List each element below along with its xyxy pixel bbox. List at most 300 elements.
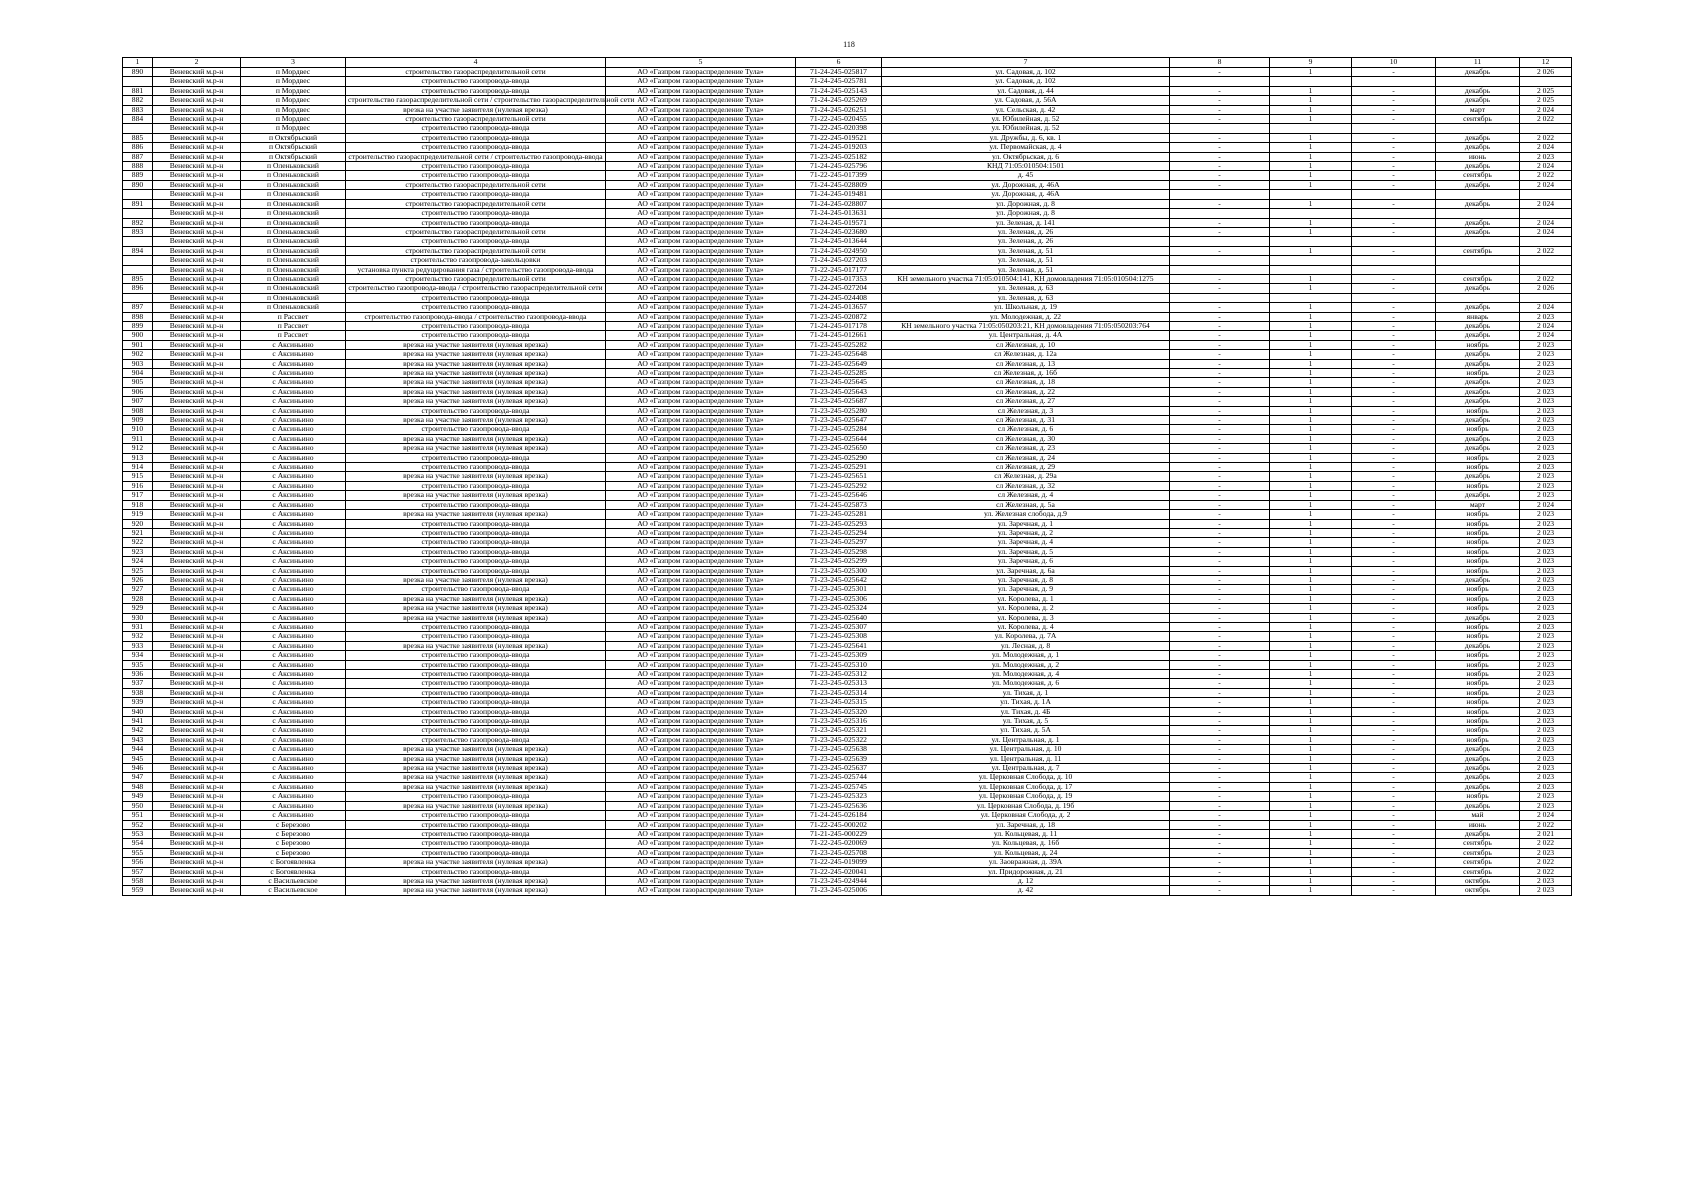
year-cell: 2 023	[1520, 707, 1572, 716]
month-cell: декабрь	[1436, 359, 1520, 368]
work-type-cell: врезка на участке заявителя (нулевая врезка)	[346, 510, 606, 519]
settlement-cell: с Аксиньино	[241, 481, 346, 490]
row-number-cell: 912	[123, 444, 153, 453]
row-number-cell: 881	[123, 86, 153, 95]
page-number: 118	[843, 40, 855, 49]
settlement-cell: с Аксиньино	[241, 575, 346, 584]
table-row	[123, 839, 1572, 848]
year-cell: 2 023	[1520, 359, 1572, 368]
col10-cell: -	[1352, 792, 1436, 801]
table-row	[123, 77, 1572, 86]
work-type-cell: строительство газопровода-ввода	[346, 406, 606, 415]
col8-cell: -	[1170, 133, 1270, 142]
settlement-cell: с Аксиньино	[241, 359, 346, 368]
settlement-cell: п Оленьковский	[241, 265, 346, 274]
col8-cell: -	[1170, 453, 1270, 462]
col8-cell: -	[1170, 387, 1270, 396]
application-number-cell: 71-23-245-025647	[796, 416, 882, 425]
district-cell: Веневский м.р-н	[153, 754, 241, 763]
year-cell: 2 023	[1520, 604, 1572, 613]
application-number-cell: 71-24-245-027204	[796, 284, 882, 293]
application-number-cell: 71-22-245-019521	[796, 133, 882, 142]
organization-cell: АО «Газпром газораспределение Тула»	[606, 547, 796, 556]
work-type-cell: строительство газопровода-ввода	[346, 143, 606, 152]
col10-cell: -	[1352, 594, 1436, 603]
count-cell: 1	[1270, 453, 1352, 462]
settlement-cell: п Оленьковский	[241, 227, 346, 236]
address-cell: сл Железная, д. 30	[882, 434, 1170, 443]
row-number-cell: 888	[123, 162, 153, 171]
year-cell: 2 023	[1520, 886, 1572, 895]
col8-cell: -	[1170, 246, 1270, 255]
district-cell: Веневский м.р-н	[153, 848, 241, 857]
col10-cell: -	[1352, 105, 1436, 114]
address-cell: ул. Юбилейная, д. 52	[882, 124, 1170, 133]
year-cell: 2 022	[1520, 115, 1572, 124]
application-number-cell: 71-24-245-017178	[796, 321, 882, 330]
district-cell: Веневский м.р-н	[153, 321, 241, 330]
month-cell: сентябрь	[1436, 839, 1520, 848]
month-cell: сентябрь	[1436, 848, 1520, 857]
col10-cell: -	[1352, 829, 1436, 838]
organization-cell: АО «Газпром газораспределение Тула»	[606, 68, 796, 77]
work-type-cell: врезка на участке заявителя (нулевая врезка)	[346, 876, 606, 885]
month-cell: ноябрь	[1436, 425, 1520, 434]
work-type-cell: строительство газопровода-ввода	[346, 698, 606, 707]
year-cell: 2 023	[1520, 632, 1572, 641]
count-cell: 1	[1270, 566, 1352, 575]
organization-cell: АО «Газпром газораспределение Тула»	[606, 688, 796, 697]
address-cell: ул. Тихая, д. 1А	[882, 698, 1170, 707]
table-row	[123, 303, 1572, 312]
settlement-cell: п Оленьковский	[241, 180, 346, 189]
settlement-cell: с Аксиньино	[241, 434, 346, 443]
col10-cell: -	[1352, 707, 1436, 716]
district-cell: Веневский м.р-н	[153, 162, 241, 171]
district-cell: Веневский м.р-н	[153, 190, 241, 199]
month-cell: декабрь	[1436, 96, 1520, 105]
month-cell: сентябрь	[1436, 867, 1520, 876]
month-cell: ноябрь	[1436, 698, 1520, 707]
row-number-cell: 913	[123, 453, 153, 462]
count-cell: 1	[1270, 792, 1352, 801]
month-cell: декабрь	[1436, 754, 1520, 763]
work-type-cell: строительство газораспределительной сети	[346, 274, 606, 283]
col10-cell: -	[1352, 886, 1436, 895]
row-number-cell: 933	[123, 641, 153, 650]
settlement-cell: п Оленьковский	[241, 246, 346, 255]
month-cell: сентябрь	[1436, 858, 1520, 867]
address-cell: сл Железная, д. 31	[882, 416, 1170, 425]
col8-cell	[1170, 209, 1270, 218]
application-number-cell: 71-24-245-013631	[796, 209, 882, 218]
work-type-cell: строительство газопровода-ввода	[346, 820, 606, 829]
count-cell: 1	[1270, 463, 1352, 472]
month-cell: декабрь	[1436, 641, 1520, 650]
application-number-cell: 71-23-245-025284	[796, 425, 882, 434]
row-number-cell: 892	[123, 218, 153, 227]
district-cell: Веневский м.р-н	[153, 632, 241, 641]
work-type-cell: врезка на участке заявителя (нулевая врезка)	[346, 858, 606, 867]
address-cell: ул. Королева, д. 3	[882, 613, 1170, 622]
address-cell: ул. Дружбы, д. 6, кв. 1	[882, 133, 1170, 142]
district-cell: Веневский м.р-н	[153, 707, 241, 716]
work-type-cell: строительство газопровода-ввода	[346, 519, 606, 528]
work-type-cell: строительство газопровода-ввода	[346, 162, 606, 171]
district-cell: Веневский м.р-н	[153, 622, 241, 631]
col10-cell: -	[1352, 481, 1436, 490]
row-number-cell: 941	[123, 717, 153, 726]
row-number-cell: 957	[123, 867, 153, 876]
col10-cell	[1352, 237, 1436, 246]
year-cell: 2 024	[1520, 303, 1572, 312]
work-type-cell: строительство газораспределительной сети	[346, 199, 606, 208]
year-cell: 2 024	[1520, 180, 1572, 189]
work-type-cell: врезка на участке заявителя (нулевая врезка)	[346, 369, 606, 378]
month-cell: март	[1436, 105, 1520, 114]
address-cell: сл Железная, д. 18	[882, 378, 1170, 387]
application-number-cell: 71-23-245-025650	[796, 444, 882, 453]
month-cell: ноябрь	[1436, 707, 1520, 716]
settlement-cell: п Оленьковский	[241, 237, 346, 246]
district-cell: Веневский м.р-н	[153, 425, 241, 434]
col10-cell: -	[1352, 152, 1436, 161]
address-cell: ул. Центральная, д. 4А	[882, 331, 1170, 340]
col8-cell: -	[1170, 303, 1270, 312]
month-cell	[1436, 256, 1520, 265]
count-cell: 1	[1270, 679, 1352, 688]
district-cell: Веневский м.р-н	[153, 199, 241, 208]
application-number-cell: 71-23-245-020872	[796, 312, 882, 321]
row-number-cell: 943	[123, 735, 153, 744]
col8-cell: -	[1170, 867, 1270, 876]
row-number-cell: 900	[123, 331, 153, 340]
col10-cell	[1352, 77, 1436, 86]
col8-cell: -	[1170, 811, 1270, 820]
year-cell: 2 023	[1520, 340, 1572, 349]
settlement-cell: с Аксиньино	[241, 613, 346, 622]
work-type-cell: врезка на участке заявителя (нулевая врезка)	[346, 886, 606, 895]
col8-cell: -	[1170, 105, 1270, 114]
col8-cell: -	[1170, 180, 1270, 189]
table-row	[123, 143, 1572, 152]
year-cell: 2 023	[1520, 613, 1572, 622]
month-cell: ноябрь	[1436, 557, 1520, 566]
col8-cell: -	[1170, 143, 1270, 152]
address-cell: ул. Заречная, д. 1	[882, 519, 1170, 528]
organization-cell: АО «Газпром газораспределение Тула»	[606, 735, 796, 744]
col8-cell: -	[1170, 707, 1270, 716]
month-cell: ноябрь	[1436, 510, 1520, 519]
col8-cell: -	[1170, 688, 1270, 697]
col10-cell: -	[1352, 867, 1436, 876]
address-cell: д. 12	[882, 876, 1170, 885]
row-number-cell: 908	[123, 406, 153, 415]
organization-cell: АО «Газпром газораспределение Тула»	[606, 679, 796, 688]
row-number-cell: 924	[123, 557, 153, 566]
district-cell: Веневский м.р-н	[153, 717, 241, 726]
year-cell: 2 024	[1520, 162, 1572, 171]
col8-cell: -	[1170, 670, 1270, 679]
month-cell: ноябрь	[1436, 604, 1520, 613]
settlement-cell: с Аксиньино	[241, 444, 346, 453]
settlement-cell: с Аксиньино	[241, 688, 346, 697]
col10-cell	[1352, 124, 1436, 133]
count-cell: 1	[1270, 303, 1352, 312]
row-number-cell	[123, 124, 153, 133]
year-cell: 2 023	[1520, 519, 1572, 528]
application-number-cell: 71-24-245-019203	[796, 143, 882, 152]
district-cell: Веневский м.р-н	[153, 472, 241, 481]
organization-cell: АО «Газпром газораспределение Тула»	[606, 425, 796, 434]
col8-cell: -	[1170, 764, 1270, 773]
month-cell: ноябрь	[1436, 528, 1520, 537]
district-cell: Веневский м.р-н	[153, 651, 241, 660]
col8-cell: -	[1170, 199, 1270, 208]
application-number-cell: 71-23-245-025646	[796, 491, 882, 500]
address-cell: ул. Заречная, д. 6	[882, 557, 1170, 566]
col8-cell: -	[1170, 745, 1270, 754]
month-cell: декабрь	[1436, 613, 1520, 622]
month-cell: январь	[1436, 312, 1520, 321]
district-cell: Веневский м.р-н	[153, 246, 241, 255]
count-cell: 1	[1270, 858, 1352, 867]
year-cell: 2 023	[1520, 792, 1572, 801]
col8-cell: -	[1170, 660, 1270, 669]
district-cell: Веневский м.р-н	[153, 491, 241, 500]
district-cell: Веневский м.р-н	[153, 303, 241, 312]
table-row	[123, 679, 1572, 688]
count-cell: 1	[1270, 331, 1352, 340]
row-number-cell: 940	[123, 707, 153, 716]
col8-cell: -	[1170, 312, 1270, 321]
table-row	[123, 886, 1572, 895]
table-row	[123, 218, 1572, 227]
year-cell: 2 025	[1520, 86, 1572, 95]
col8-cell: -	[1170, 566, 1270, 575]
settlement-cell: п Оленьковский	[241, 209, 346, 218]
district-cell: Веневский м.р-н	[153, 698, 241, 707]
settlement-cell: с Аксиньино	[241, 735, 346, 744]
row-number-cell: 951	[123, 811, 153, 820]
col10-cell: -	[1352, 378, 1436, 387]
district-cell: Веневский м.р-н	[153, 660, 241, 669]
column-header: 7	[882, 58, 1170, 68]
work-type-cell: врезка на участке заявителя (нулевая врезка)	[346, 350, 606, 359]
organization-cell: АО «Газпром газораспределение Тула»	[606, 340, 796, 349]
address-cell: ул. Дорожная, д. 46А	[882, 180, 1170, 189]
work-type-cell: строительство газопровода-ввода	[346, 679, 606, 688]
row-number-cell: 921	[123, 528, 153, 537]
application-number-cell: 71-23-245-025280	[796, 406, 882, 415]
district-cell: Веневский м.р-н	[153, 557, 241, 566]
work-type-cell: строительство газопровода-ввода	[346, 829, 606, 838]
col10-cell: -	[1352, 547, 1436, 556]
col8-cell: -	[1170, 622, 1270, 631]
count-cell: 1	[1270, 397, 1352, 406]
settlement-cell: с Аксиньино	[241, 472, 346, 481]
work-type-cell: строительство газопровода-ввода	[346, 566, 606, 575]
organization-cell: АО «Газпром газораспределение Тула»	[606, 632, 796, 641]
count-cell: 1	[1270, 199, 1352, 208]
col8-cell: -	[1170, 726, 1270, 735]
year-cell: 2 023	[1520, 764, 1572, 773]
col8-cell: -	[1170, 858, 1270, 867]
col10-cell: -	[1352, 528, 1436, 537]
column-header: 3	[241, 58, 346, 68]
district-cell: Веневский м.р-н	[153, 331, 241, 340]
table-row	[123, 557, 1572, 566]
count-cell: 1	[1270, 867, 1352, 876]
row-number-cell	[123, 209, 153, 218]
col10-cell: -	[1352, 416, 1436, 425]
col10-cell: -	[1352, 369, 1436, 378]
settlement-cell: с Аксиньино	[241, 557, 346, 566]
count-cell: 1	[1270, 886, 1352, 895]
district-cell: Веневский м.р-н	[153, 312, 241, 321]
month-cell: ноябрь	[1436, 622, 1520, 631]
settlement-cell: с Аксиньино	[241, 463, 346, 472]
col8-cell: -	[1170, 594, 1270, 603]
count-cell: 1	[1270, 585, 1352, 594]
count-cell: 1	[1270, 162, 1352, 171]
organization-cell: АО «Газпром газораспределение Тула»	[606, 303, 796, 312]
year-cell: 2 025	[1520, 96, 1572, 105]
col10-cell: -	[1352, 510, 1436, 519]
month-cell: декабрь	[1436, 434, 1520, 443]
address-cell: КН земельного участка 71:05:010504:141, КН домовладения 71:05:010504:1275	[882, 274, 1170, 283]
col10-cell: -	[1352, 463, 1436, 472]
col8-cell: -	[1170, 717, 1270, 726]
col8-cell: -	[1170, 519, 1270, 528]
settlement-cell: п Оленьковский	[241, 256, 346, 265]
table-row	[123, 350, 1572, 359]
row-number-cell: 899	[123, 321, 153, 330]
address-cell: ул. Дорожная, д. 8	[882, 209, 1170, 218]
col8-cell: -	[1170, 754, 1270, 763]
table-row	[123, 651, 1572, 660]
district-cell: Веневский м.р-н	[153, 820, 241, 829]
settlement-cell: п Октябрьский	[241, 152, 346, 161]
address-cell: ул. Центральная, д. 10	[882, 745, 1170, 754]
address-cell: ул. Королева, д. 2	[882, 604, 1170, 613]
application-number-cell: 71-23-245-025006	[796, 886, 882, 895]
organization-cell: АО «Газпром газораспределение Тула»	[606, 585, 796, 594]
count-cell: 1	[1270, 425, 1352, 434]
col8-cell: -	[1170, 444, 1270, 453]
year-cell: 2 023	[1520, 754, 1572, 763]
row-number-cell: 946	[123, 764, 153, 773]
count-cell	[1270, 190, 1352, 199]
col10-cell: -	[1352, 726, 1436, 735]
organization-cell: АО «Газпром газораспределение Тула»	[606, 199, 796, 208]
count-cell	[1270, 77, 1352, 86]
month-cell: декабрь	[1436, 218, 1520, 227]
col10-cell: -	[1352, 227, 1436, 236]
organization-cell: АО «Газпром газораспределение Тула»	[606, 491, 796, 500]
count-cell: 1	[1270, 698, 1352, 707]
year-cell: 2 023	[1520, 491, 1572, 500]
district-cell: Веневский м.р-н	[153, 538, 241, 547]
col10-cell: -	[1352, 68, 1436, 77]
count-cell: 1	[1270, 350, 1352, 359]
work-type-cell: строительство газораспределительной сети	[346, 115, 606, 124]
col10-cell: -	[1352, 162, 1436, 171]
month-cell	[1436, 237, 1520, 246]
work-type-cell: строительство газопровода-ввода	[346, 867, 606, 876]
month-cell: октябрь	[1436, 886, 1520, 895]
year-cell: 2 024	[1520, 811, 1572, 820]
row-number-cell: 952	[123, 820, 153, 829]
month-cell: сентябрь	[1436, 115, 1520, 124]
table-row	[123, 858, 1572, 867]
col10-cell: -	[1352, 340, 1436, 349]
table-row	[123, 284, 1572, 293]
district-cell: Веневский м.р-н	[153, 350, 241, 359]
work-type-cell: строительство газопровода-ввода	[346, 726, 606, 735]
application-number-cell: 71-23-245-025639	[796, 754, 882, 763]
address-cell: ул. Дорожная, д. 46А	[882, 190, 1170, 199]
table-row	[123, 378, 1572, 387]
organization-cell: АО «Газпром газораспределение Тула»	[606, 416, 796, 425]
address-cell: ул. Зеленая, д. 51	[882, 265, 1170, 274]
count-cell: 1	[1270, 416, 1352, 425]
organization-cell: АО «Газпром газораспределение Тула»	[606, 218, 796, 227]
row-number-cell: 885	[123, 133, 153, 142]
organization-cell: АО «Газпром газораспределение Тула»	[606, 764, 796, 773]
count-cell: 1	[1270, 378, 1352, 387]
settlement-cell: п Оленьковский	[241, 303, 346, 312]
column-header: 2	[153, 58, 241, 68]
col10-cell: -	[1352, 688, 1436, 697]
organization-cell: АО «Газпром газораспределение Тула»	[606, 839, 796, 848]
organization-cell: АО «Газпром газораспределение Тула»	[606, 124, 796, 133]
month-cell: декабрь	[1436, 350, 1520, 359]
col10-cell: -	[1352, 585, 1436, 594]
row-number-cell: 937	[123, 679, 153, 688]
col10-cell: -	[1352, 651, 1436, 660]
month-cell: декабрь	[1436, 829, 1520, 838]
application-number-cell: 71-23-245-025708	[796, 848, 882, 857]
address-cell: ул. Тихая, д. 4Б	[882, 707, 1170, 716]
settlement-cell: с Аксиньино	[241, 510, 346, 519]
application-number-cell: 71-23-245-025291	[796, 463, 882, 472]
col10-cell: -	[1352, 566, 1436, 575]
col8-cell: -	[1170, 547, 1270, 556]
district-cell: Веневский м.р-н	[153, 133, 241, 142]
application-number-cell: 71-23-245-025315	[796, 698, 882, 707]
year-cell	[1520, 190, 1572, 199]
organization-cell: АО «Газпром газораспределение Тула»	[606, 227, 796, 236]
month-cell: ноябрь	[1436, 547, 1520, 556]
organization-cell: АО «Газпром газораспределение Тула»	[606, 829, 796, 838]
count-cell: 1	[1270, 773, 1352, 782]
district-cell: Веневский м.р-н	[153, 566, 241, 575]
organization-cell: АО «Газпром газораспределение Тула»	[606, 86, 796, 95]
organization-cell: АО «Газпром газораспределение Тула»	[606, 406, 796, 415]
table-row	[123, 256, 1572, 265]
application-number-cell: 71-23-245-025745	[796, 782, 882, 791]
col10-cell: -	[1352, 698, 1436, 707]
row-number-cell: 916	[123, 481, 153, 490]
table-row	[123, 96, 1572, 105]
work-type-cell: установка пункта редуцирования газа / строительство газопровода-ввода	[346, 265, 606, 274]
settlement-cell: п Оленьковский	[241, 274, 346, 283]
organization-cell: АО «Газпром газораспределение Тула»	[606, 359, 796, 368]
district-cell: Веневский м.р-н	[153, 585, 241, 594]
work-type-cell: строительство газопровода-ввода	[346, 670, 606, 679]
work-type-cell: строительство газопровода-ввода	[346, 839, 606, 848]
